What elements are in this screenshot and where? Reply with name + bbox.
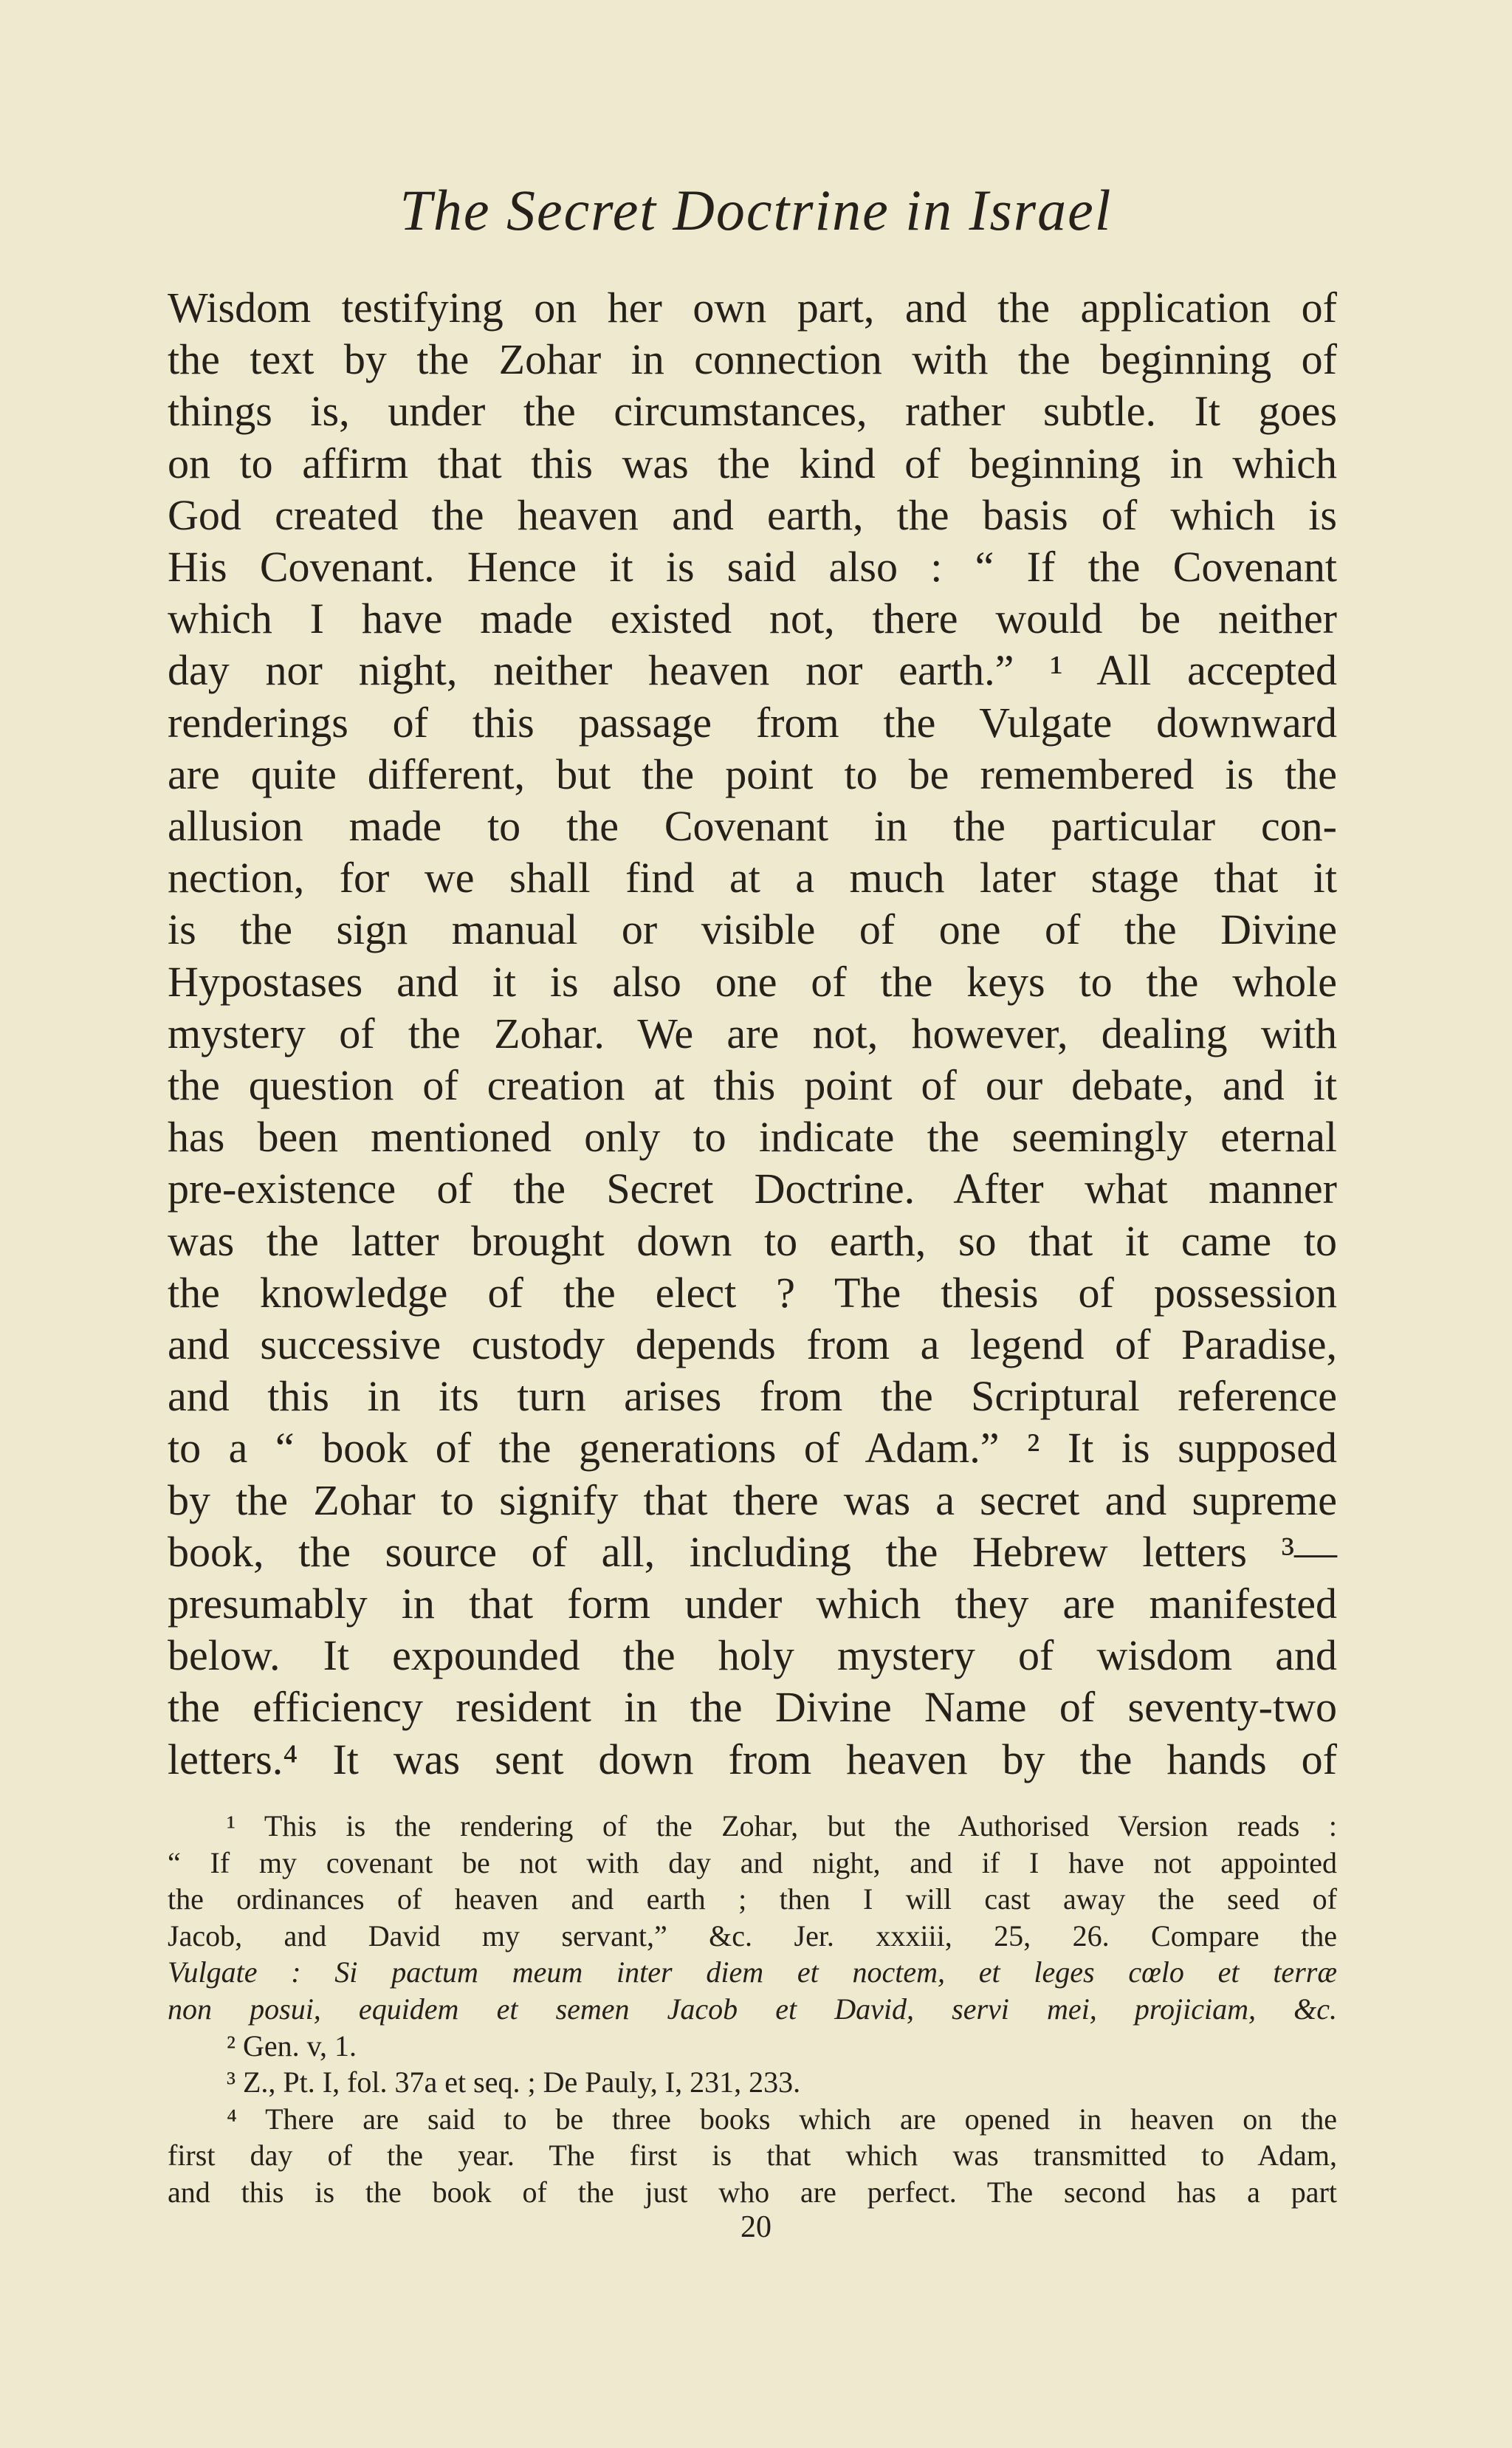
body-line: the text by the Zohar in connection with the beginning of bbox=[168, 335, 1337, 384]
footnote-line: the ordinances of heaven and earth ; then I will cast away the seed of bbox=[168, 1882, 1337, 1916]
page-number: 20 bbox=[740, 2210, 772, 2244]
body-line: to a “ book of the generations of Adam.” ² It is supposed bbox=[168, 1424, 1337, 1472]
body-line: presumably in that form under which they are manifested bbox=[168, 1580, 1337, 1628]
footnote-line: Jacob, and David my servant,” &c. Jer. xxxiii, 25, 26. Compare the bbox=[168, 1919, 1337, 1952]
footnote-line: ¹ This is the rendering of the Zohar, but the Authorised Version reads : bbox=[227, 1809, 1337, 1842]
footnotes bbox=[168, 1808, 1337, 2211]
body-line: which I have made existed not, there would be neither bbox=[168, 594, 1337, 643]
body-line: God created the heaven and earth, the basis of which is bbox=[168, 490, 1337, 539]
body-line: Wisdom testifying on her own part, and the application of bbox=[168, 284, 1337, 332]
body-line: allusion made to the Covenant in the particular con- bbox=[168, 802, 1337, 851]
body-line: day nor night, neither heaven nor earth.” ¹ All accepted bbox=[168, 646, 1337, 695]
body-line: renderings of this passage from the Vulgate downward bbox=[168, 698, 1337, 747]
body-line: the knowledge of the elect ? The thesis of possession bbox=[168, 1268, 1337, 1317]
footnote-line: ² Gen. v, 1. bbox=[227, 2029, 357, 2063]
body-line: by the Zohar to signify that there was a secret and supreme bbox=[168, 1475, 1337, 1524]
body-line: pre-existence of the Secret Doctrine. After what manner bbox=[168, 1165, 1337, 1213]
footnote-line: Vulgate : Si pactum meum inter diem et noctem, et leges cœlo et terræ bbox=[168, 1955, 1337, 1989]
body-line: and this in its turn arises from the Scriptural reference bbox=[168, 1372, 1337, 1421]
body-line: below. It expounded the holy mystery of wisdom and bbox=[168, 1631, 1337, 1680]
footnote-line: ⁴ There are said to be three books which are opened in heaven on the bbox=[227, 2102, 1337, 2136]
body-line: Hypostases and it is also one of the keys to the whole bbox=[168, 957, 1337, 1006]
body-line: letters.⁴ It was sent down from heaven by the hands of bbox=[168, 1735, 1337, 1783]
footnote-line: non posui, equidem et semen Jacob et David, servi mei, projiciam, &c. bbox=[168, 1992, 1337, 2026]
body-line: was the latter brought down to earth, so that it came to bbox=[168, 1216, 1337, 1265]
body-line: and successive custody depends from a legend of Paradise, bbox=[168, 1320, 1337, 1369]
body-line: nection, for we shall find at a much later stage that it bbox=[168, 854, 1337, 902]
body-line: on to affirm that this was the kind of beginning in which bbox=[168, 439, 1337, 487]
body-line: is the sign manual or visible of one of the Divine bbox=[168, 905, 1337, 954]
body-line: the efficiency resident in the Divine Name of seventy-two bbox=[168, 1683, 1337, 1732]
body-line: things is, under the circumstances, rather subtle. It goes bbox=[168, 387, 1337, 436]
body-line: the question of creation at this point of our debate, and it bbox=[168, 1061, 1337, 1110]
footnote-line: and this is the book of the just who are perfect. The second has a part bbox=[168, 2175, 1337, 2209]
running-head: The Secret Doctrine in Israel bbox=[399, 178, 1113, 242]
body-line: His Covenant. Hence it is said also : “ If the Covenant bbox=[168, 543, 1337, 592]
body-text bbox=[168, 282, 1337, 1786]
body-line: mystery of the Zohar. We are not, however, dealing with bbox=[168, 1009, 1337, 1057]
footnote-line: “ If my covenant be not with day and night, and if I have not appointed bbox=[168, 1845, 1337, 1879]
footnote-line: first day of the year. The first is that which was transmitted to Adam, bbox=[168, 2139, 1337, 2173]
footnote-line: ³ Z., Pt. I, fol. 37a et seq. ; De Pauly, I, 231, 233. bbox=[227, 2065, 801, 2099]
body-line: are quite different, but the point to be remembered is the bbox=[168, 750, 1337, 798]
body-line: book, the source of all, including the Hebrew letters ³— bbox=[168, 1527, 1337, 1576]
body-line: has been mentioned only to indicate the seemingly eternal bbox=[168, 1113, 1337, 1162]
